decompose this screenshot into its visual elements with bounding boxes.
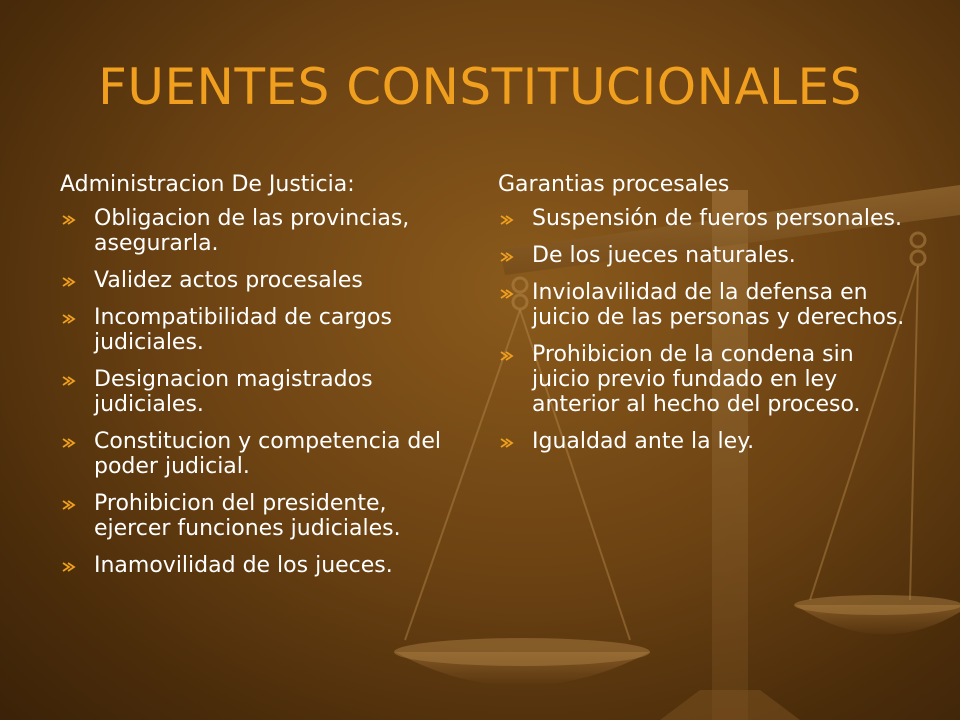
chevron-arrow-bullet-icon [62, 562, 76, 572]
list-item [60, 491, 460, 541]
chevron-arrow-bullet-icon [62, 314, 76, 324]
left-column [60, 172, 460, 590]
list-item-text: Suspensión de fueros personales. [532, 206, 902, 232]
list-item-text: Inviolavilidad de la defensa en juicio de las personas y derechos. [532, 280, 905, 331]
list-item-text: Igualdad ante la ley. [532, 429, 755, 455]
list-item [498, 206, 908, 231]
right-column-heading: Garantias procesales [498, 172, 730, 197]
list-item [60, 206, 460, 256]
list-item-text: Designacion magistrados judiciales. [94, 367, 373, 418]
chevron-arrow-bullet-icon [500, 289, 514, 299]
chevron-arrow-bullet-icon [62, 438, 76, 448]
right-bullet-list [498, 206, 908, 454]
list-item-text: Incompatibilidad de cargos judiciales. [94, 305, 392, 356]
list-item [60, 429, 460, 479]
chevron-arrow-bullet-icon [62, 277, 76, 287]
list-item-text: De los jueces naturales. [532, 243, 796, 269]
list-item-text: Prohibicion de la condena sin juicio previo fundado en ley anterior al hecho del proceso. [532, 342, 861, 418]
chevron-arrow-bullet-icon [62, 500, 76, 510]
list-item-text: Prohibicion del presidente, ejercer funciones judiciales. [94, 491, 401, 542]
chevron-arrow-bullet-icon [62, 215, 76, 225]
list-item-text: Inamovilidad de los jueces. [94, 553, 393, 579]
list-item [498, 243, 908, 268]
chevron-arrow-bullet-icon [500, 215, 514, 225]
list-item [60, 553, 460, 578]
list-item-text: Validez actos procesales [94, 268, 363, 294]
left-column-heading: Administracion De Justicia: [60, 172, 355, 197]
list-item [60, 367, 460, 417]
chevron-arrow-bullet-icon [62, 376, 76, 386]
list-item [60, 268, 460, 293]
left-bullet-list [60, 206, 460, 578]
slide-title: FUENTES CONSTITUCIONALES [98, 58, 862, 116]
list-item-text: Constitucion y competencia del poder judicial. [94, 429, 442, 480]
list-item [498, 342, 908, 417]
right-column [498, 172, 908, 466]
list-item [60, 305, 460, 355]
chevron-arrow-bullet-icon [500, 252, 514, 262]
list-item [498, 429, 908, 454]
chevron-arrow-bullet-icon [500, 438, 514, 448]
list-item-text: Obligacion de las provincias, asegurarla. [94, 206, 410, 257]
list-item [498, 280, 908, 330]
chevron-arrow-bullet-icon [500, 351, 514, 361]
